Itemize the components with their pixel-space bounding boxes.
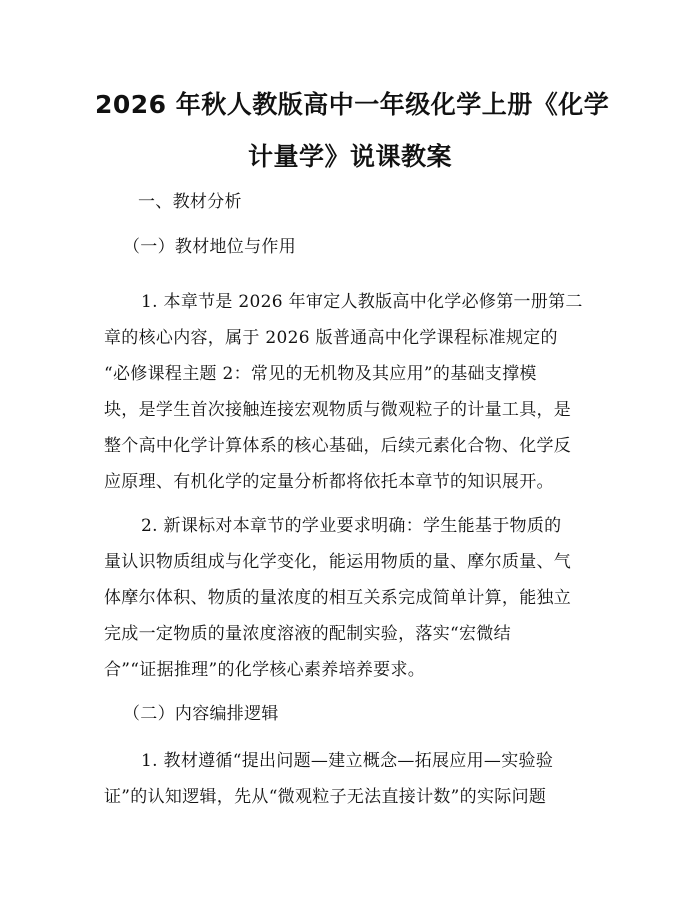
paragraph-1-line: 1. 本章节是 2026 年审定人教版高中化学必修第一册第二 bbox=[141, 292, 583, 312]
paragraph-1-line: 应原理、有机化学的定量分析都将依托本章节的知识展开。 bbox=[104, 472, 554, 492]
paragraph-2-line: 体摩尔体积、物质的量浓度的相互关系完成简单计算，能独立 bbox=[104, 588, 572, 608]
paragraph-1-line: 块，是学生首次接触连接宏观物质与微观粒子的计量工具，是 bbox=[104, 400, 572, 420]
subsection-heading-content-arrangement: （二）内容编排逻辑 bbox=[123, 704, 279, 724]
paragraph-1 bbox=[104, 284, 604, 500]
paragraph-3 bbox=[104, 743, 604, 815]
subsection-heading-status-and-role: （一）教材地位与作用 bbox=[123, 237, 296, 257]
paragraph-1-line: 章的核心内容，属于 2026 版普通高中化学课程标准规定的 bbox=[104, 328, 558, 348]
section-heading-teaching-material-analysis: 一、教材分析 bbox=[138, 192, 242, 212]
paragraph-3-line: 证”的认知逻辑，先从“微观粒子无法直接计数”的实际问题 bbox=[104, 787, 547, 807]
paragraph-2-line: 完成一定物质的量浓度溶液的配制实验，落实“宏微结 bbox=[104, 624, 511, 644]
paragraph-1-line: “必修课程主题 2：常见的无机物及其应用”的基础支撑模 bbox=[104, 364, 537, 384]
paragraph-3-line: 1. 教材遵循“提出问题—建立概念—拓展应用—实验验 bbox=[141, 751, 554, 771]
paragraph-2 bbox=[104, 508, 604, 688]
paragraph-1-line: 整个高中化学计算体系的核心基础，后续元素化合物、化学反 bbox=[104, 436, 572, 456]
title-line-2: 计量学》说课教案 bbox=[247, 142, 452, 171]
title-line-1: 2026 年秋人教版高中一年级化学上册《化学 bbox=[95, 90, 610, 119]
paragraph-2-line: 合”“证据推理”的化学核心素养培养要求。 bbox=[104, 660, 426, 680]
paragraph-2-line: 2. 新课标对本章节的学业要求明确：学生能基于物质的 bbox=[141, 516, 562, 536]
document-title bbox=[95, 79, 610, 183]
paragraph-2-line: 量认识物质组成与化学变化，能运用物质的量、摩尔质量、气 bbox=[104, 552, 572, 572]
